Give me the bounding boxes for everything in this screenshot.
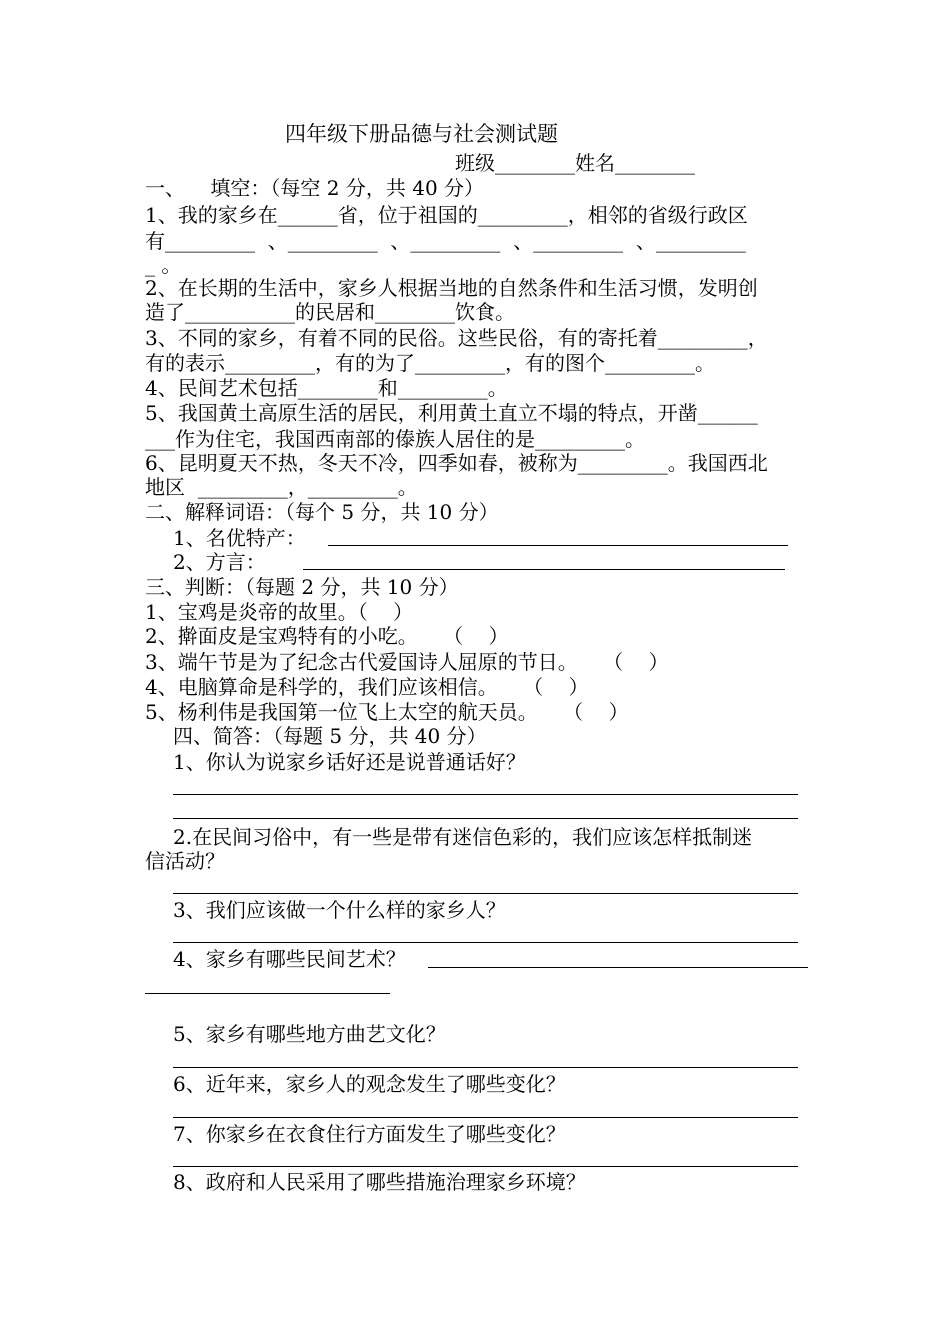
fill-blank-line: 2、在长期的生活中，家乡人根据当地的自然条件和生活习惯，发明创 bbox=[145, 276, 758, 300]
answer-line[interactable] bbox=[328, 545, 788, 546]
fill-blank-line: 有的表示_________，有的为了_________，有的图个_________。 bbox=[145, 351, 715, 375]
question-item: 7、你家乡在衣食住行方面发生了哪些变化？ bbox=[173, 1122, 566, 1146]
fill-blank-line: 有_________ 、_________ 、_________ 、_________ 、_________ bbox=[145, 229, 746, 253]
answer-line[interactable] bbox=[173, 818, 798, 819]
question-item: 8、政府和人民采用了哪些措施治理家乡环境？ bbox=[173, 1170, 586, 1194]
section1-heading: 一、 填空：（每空 2 分，共 40 分） bbox=[145, 176, 485, 200]
question-item: 2.在民间习俗中，有一些是带有迷信色彩的，我们应该怎样抵制迷 bbox=[173, 825, 753, 849]
question-item: 信活动？ bbox=[145, 849, 225, 873]
fill-blank-line: 5、我国黄土高原生活的居民，利用黄土直立不塌的特点，开凿______ bbox=[145, 401, 758, 425]
fill-blank-line: 6、昆明夏天不热，冬天不冷，四季如春，被称为_________。我国西北 bbox=[145, 451, 768, 475]
fill-blank-line: 3、不同的家乡，有着不同的民俗。这些民俗，有的寄托着_________， bbox=[145, 326, 768, 350]
fill-blank-line: 造了___________的民居和________饮食。 bbox=[145, 300, 515, 324]
question-item: 3、我们应该做一个什么样的家乡人？ bbox=[173, 898, 506, 922]
answer-line[interactable] bbox=[303, 569, 785, 570]
exam-title: 四年级下册品德与社会测试题 bbox=[285, 122, 558, 146]
answer-line[interactable] bbox=[173, 942, 798, 943]
section3-heading: 三、判断：（每题 2 分，共 10 分） bbox=[145, 575, 459, 599]
judge-item: 5、杨利伟是我国第一位飞上太空的航天员。 （ ） bbox=[145, 700, 629, 724]
answer-line[interactable] bbox=[173, 1117, 798, 1118]
fill-blank-line: 1、我的家乡在______省，位于祖国的_________，相邻的省级行政区 bbox=[145, 203, 748, 227]
question-item: 1、你认为说家乡话好还是说普通话好？ bbox=[173, 750, 526, 774]
term-item: 2、方言： bbox=[173, 550, 266, 574]
answer-line[interactable] bbox=[173, 794, 798, 795]
term-item: 1、名优特产： bbox=[173, 526, 306, 550]
answer-line[interactable] bbox=[173, 893, 798, 894]
section4-heading: 四、简答：（每题 5 分，共 40 分） bbox=[173, 724, 487, 748]
question-item: 4、家乡有哪些民间艺术？ bbox=[173, 947, 406, 971]
question-item: 6、近年来，家乡人的观念发生了哪些变化？ bbox=[173, 1072, 566, 1096]
judge-item: 3、端午节是为了纪念古代爱国诗人屈原的节日。 （ ） bbox=[145, 650, 669, 674]
answer-line[interactable] bbox=[173, 1166, 798, 1167]
judge-item: 4、电脑算命是科学的，我们应该相信。 （ ） bbox=[145, 675, 589, 699]
judge-item: 2、擀面皮是宝鸡特有的小吃。 （ ） bbox=[145, 624, 509, 648]
class-name-line: 班级________姓名________ bbox=[455, 151, 695, 175]
section2-heading: 二、解释词语：（每个 5 分，共 10 分） bbox=[145, 500, 499, 524]
question-item: 5、家乡有哪些地方曲艺文化？ bbox=[173, 1022, 446, 1046]
answer-line[interactable] bbox=[173, 1067, 798, 1068]
judge-item: 1、宝鸡是炎帝的故里。（ ） bbox=[145, 600, 414, 624]
answer-line[interactable] bbox=[145, 993, 390, 994]
fill-blank-line: 地区 _________，_________。 bbox=[145, 475, 418, 499]
answer-line[interactable] bbox=[428, 967, 808, 968]
fill-blank-line: ___作为住宅，我国西南部的傣族人居住的是_________。 bbox=[145, 427, 645, 451]
fill-blank-line: _ 。 bbox=[145, 253, 182, 277]
fill-blank-line: 4、民间艺术包括________和_________。 bbox=[145, 376, 508, 400]
